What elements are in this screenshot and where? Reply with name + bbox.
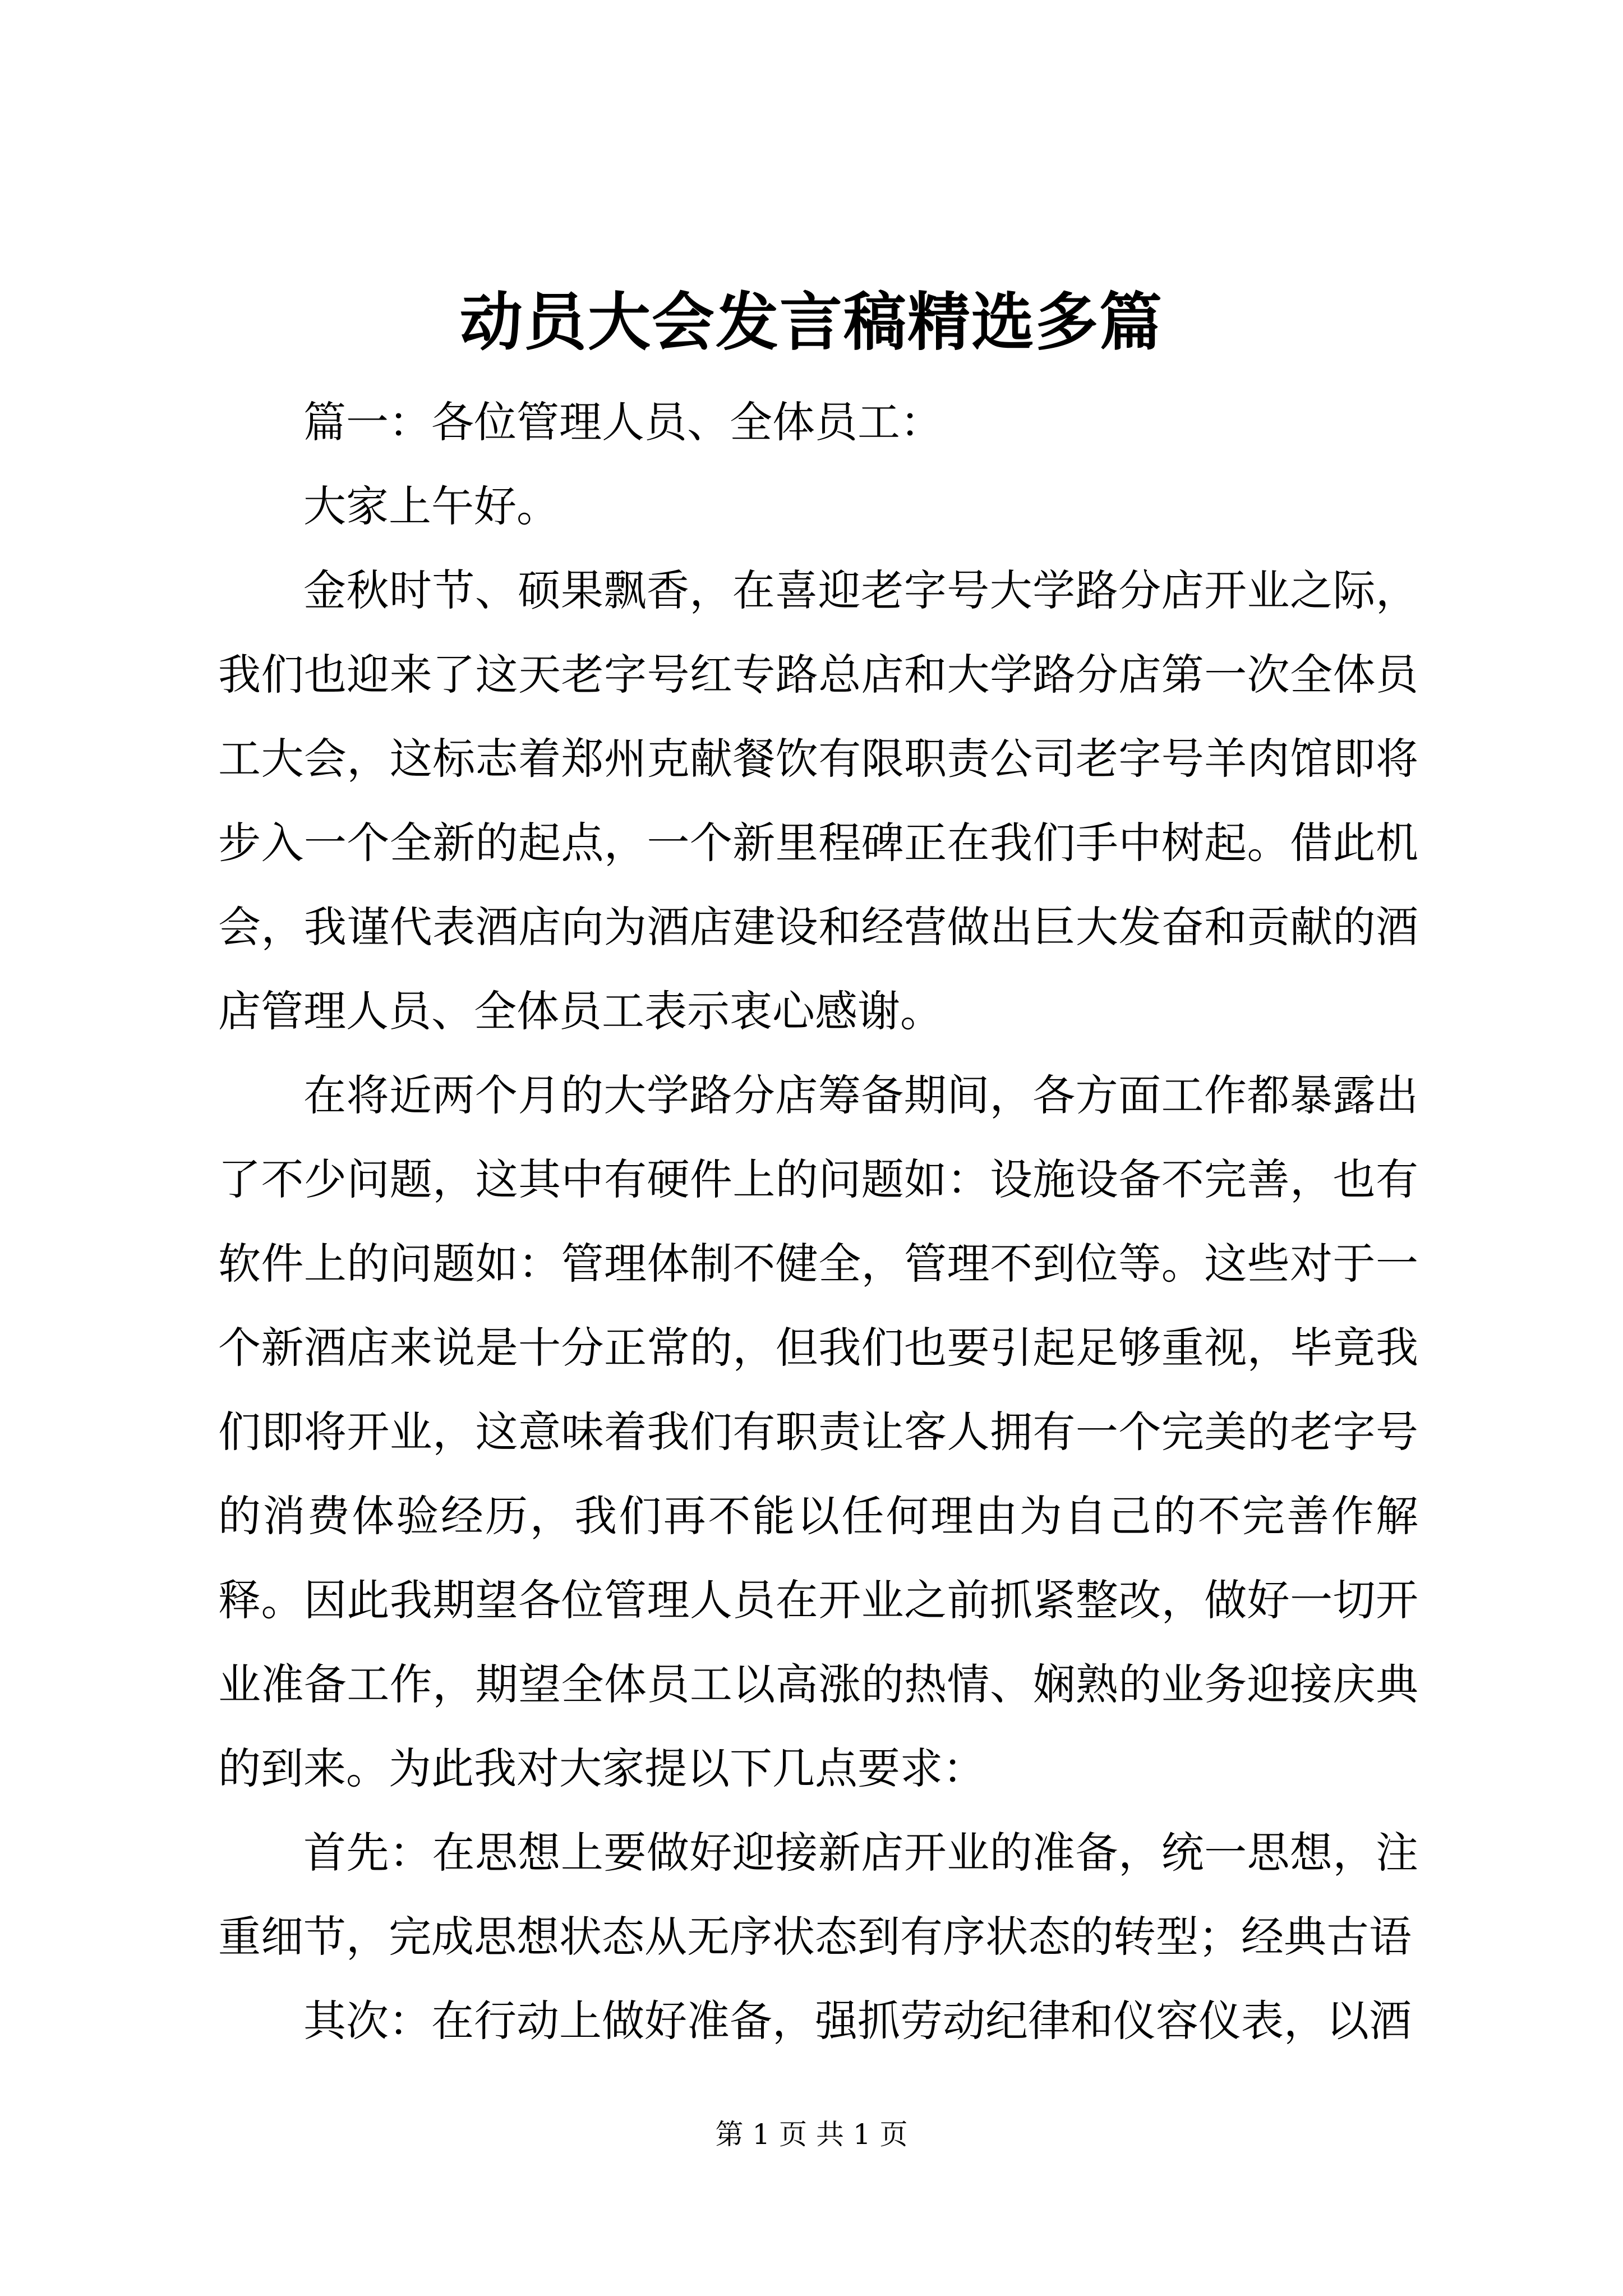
paragraph-problems: 在将近两个月的大学路分店筹备期间，各方面工作都暴露出了不少问题，这其中有硬件上的问题如：设施设备不完善，也有软件上的问题如：管理体制不健全，管理不到位等。这些对于一个新酒店来说是十分正常的，但我们也要引起足够重视，毕竟我们即将开业，这意味着我们有职责让客人拥有一个完美的老字号的消费体验经历，我们再不能以任何理由为自己的不完善作解释。因此我期望各位管理人员在开业之前抓紧整改，做好一切开业准备工作，期望全体员工以高涨的热情、娴熟的业务迎接庆典的到来。为此我对大家提以下几点要求： bbox=[218, 1070, 1418, 1793]
paragraph-greeting: 大家上午好。 bbox=[303, 481, 559, 531]
paragraph-opening: 金秋时节、硕果飘香，在喜迎老字号大学路分店开业之际，我们也迎来了这天老字号红专路总店和大学路分店第一次全体员工大会，这标志着郑州克献餐饮有限职责公司老字号羊肉馆即将步入一个全新的起点，一个新里程碑正在我们手中树起。借此机会，我谨代表酒店向为酒店建设和经营做出巨大发奋和贡献的酒店管理人员、全体员工表示衷心感谢。 bbox=[218, 565, 1418, 1036]
paragraph-second-requirement: 其次：在行动上做好准备，强抓劳动纪律和仪容仪表，以酒 bbox=[303, 1996, 1412, 2046]
page-footer: 第 1 页 共 1 页 bbox=[715, 2118, 908, 2151]
paragraph-salutation: 篇一：各位管理人员、全体员工： bbox=[303, 397, 943, 447]
document-title: 动员大会发言稿精选多篇 bbox=[460, 286, 1163, 359]
document-body bbox=[218, 380, 1418, 2063]
paragraph-first-requirement: 首先：在思想上要做好迎接新店开业的准备，统一思想，注重细节，完成思想状态从无序状态到有序状态的转型；经典古语 bbox=[218, 1828, 1418, 1962]
